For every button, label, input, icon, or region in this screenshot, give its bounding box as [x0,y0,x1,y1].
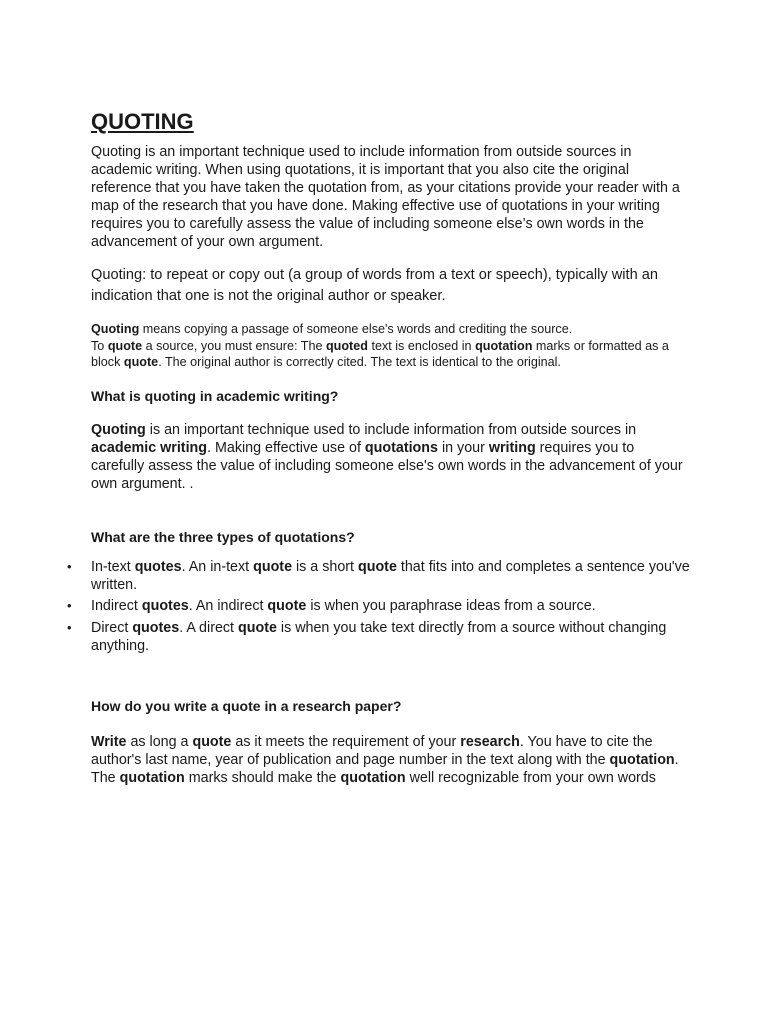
bold-term: quotes [132,619,180,636]
bold-term: quote [357,558,397,575]
quoting-means-paragraph: Quoting means copying a passage of someone else's words and crediting the source. To quote a source, you must ensure: The quoted text is enclosed in quotation marks or formatted as a block quote. The original author is correctly cited. The text is identical to the original. [91,322,669,369]
page-title: QUOTING [91,109,194,134]
bold-term: Write [91,734,127,750]
bold-term: writing [488,439,536,456]
list-item: • Indirect quotes. An indirect quote is when you paraphrase ideas from a source. [67,598,596,614]
bold-term: quotation [475,338,533,353]
bold-term: quote [107,338,143,353]
bold-term: Quoting [91,421,146,438]
bold-term: quotations [364,439,438,456]
bold-term: quote [192,734,232,750]
bold-term: Quoting [91,322,140,336]
bold-term: quote [253,558,293,575]
bullet-icon: • [67,598,72,613]
question-heading: How do you write a quote in a research paper? [91,698,402,714]
bold-term: quotation [609,752,675,768]
bold-term: academic writing [91,439,208,456]
bold-term: quote [123,355,159,369]
bullet-icon: • [67,558,72,574]
list-item: • In-text quotes. An in-text quote is a short quote that fits into and completes a sentence you've written. [67,558,690,593]
bold-term: quotation [119,770,185,786]
bold-term: quoted [325,338,368,353]
bullet-icon: • [67,619,72,635]
bold-term: research [460,734,520,750]
definition-paragraph: Quoting: to repeat or copy out (a group of words from a text or speech), typically with an indication that one is not the original author or speaker. [91,267,659,304]
intro-paragraph: Quoting is an important technique used to include information from outside sources in academic writing. When using quotations, it is important that you also cite the original reference that you have taken the quotation from, as your citations provide your reader with a map of the research that you have done. Making effective use of quotations in your writing requires you to carefully assess the value of including someone else’s own words in the advancement of your own argument. [91,144,680,250]
bold-term: quotes [141,598,189,614]
bold-term: quote [238,619,277,636]
bold-term: quotes [134,558,182,575]
bold-term: quotation [340,770,406,786]
quotation-types-list [67,558,691,655]
question-heading: What are the three types of quotations? [91,528,355,545]
document-page [67,108,691,787]
answer-paragraph: Quoting is an important technique used to include information from outside sources in academic writing. Making effective use of quotations in your writing requires you to carefully assess the value of including someone else's own words in the advancement of your own argument. . [91,421,683,492]
answer-paragraph: Write as long a quote as it meets the requirement of your research. You have to cite the author's last name, year of publication and page number in the text along with the quotation. The quotation marks should make the quotation well recognizable from your own words [91,734,679,786]
list-item: • Direct quotes. A direct quote is when you take text directly from a source without changing anything. [67,619,667,654]
bold-term: quote [267,598,307,614]
question-heading: What is quoting in academic writing? [91,387,339,404]
